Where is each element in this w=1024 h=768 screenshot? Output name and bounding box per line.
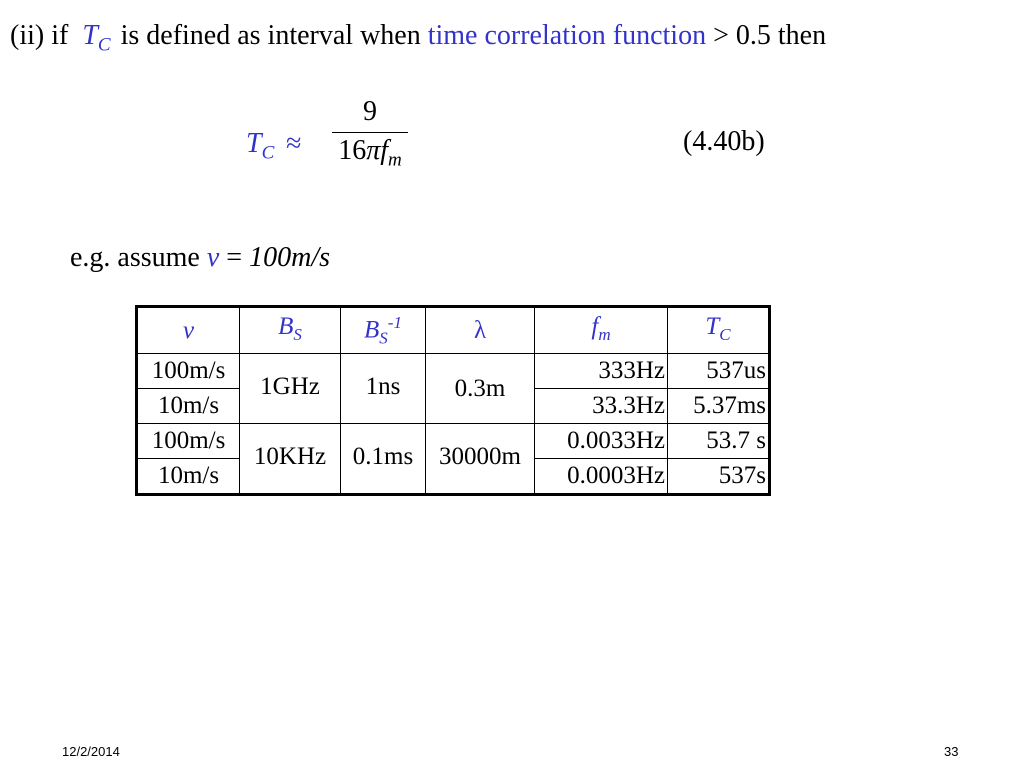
cell-tc: 5.37ms — [668, 389, 770, 424]
header-bsinv-subscript: S — [379, 328, 388, 348]
fraction-numerator: 9 — [363, 96, 377, 127]
example-text: e.g. assume — [70, 242, 200, 273]
header-tc — [668, 307, 770, 354]
header-fm-letter: f — [591, 312, 599, 340]
header-tc-subscript: C — [719, 324, 731, 344]
page-number: 33 — [944, 744, 959, 759]
table-row — [137, 354, 770, 389]
cell-tc: 53.7 s — [668, 424, 770, 459]
condition-line — [10, 20, 826, 57]
cell-fm: 33.3Hz — [535, 389, 668, 424]
tc-subscript: C — [97, 34, 111, 56]
denominator-subscript: m — [388, 149, 402, 171]
cell-tc: 537us — [668, 354, 770, 389]
header-bs-letter: B — [278, 312, 294, 340]
condition-prefix: (ii) if — [10, 20, 69, 51]
cell-bs: 10KHz — [240, 424, 341, 495]
tc-symbol — [82, 20, 111, 56]
denominator-f: f — [380, 135, 389, 166]
cell-tc: 537s — [668, 459, 770, 495]
header-bsinv-superscript: -1 — [387, 313, 402, 332]
cell-v: 100m/s — [137, 354, 240, 389]
header-fm — [535, 307, 668, 354]
header-fm-subscript: m — [598, 324, 611, 344]
equation-lhs-letter: T — [246, 128, 262, 159]
cell-fm: 0.0003Hz — [535, 459, 668, 495]
header-lambda-label: λ — [473, 316, 487, 344]
footer-date: 12/2/2014 — [62, 744, 120, 759]
time-correlation-highlight: time correlation function — [427, 20, 707, 51]
example-value: 100m/s — [249, 242, 330, 273]
fraction — [330, 96, 410, 172]
condition-middle: is defined as interval when — [120, 20, 421, 51]
table-row — [137, 424, 770, 459]
example-line — [70, 242, 330, 274]
fraction-denominator — [330, 133, 410, 172]
header-v — [137, 307, 240, 354]
equation-number: (4.40b) — [683, 126, 765, 157]
table-header-row — [137, 307, 770, 354]
cell-fm: 0.0033Hz — [535, 424, 668, 459]
cell-lambda: 0.3m — [426, 354, 535, 424]
cell-bs-inverse: 0.1ms — [341, 424, 426, 495]
cell-lambda: 30000m — [426, 424, 535, 495]
tc-letter: T — [82, 20, 98, 51]
header-lambda — [426, 307, 535, 354]
cell-bs: 1GHz — [240, 354, 341, 424]
condition-suffix: > 0.5 then — [713, 20, 827, 51]
cell-v: 100m/s — [137, 424, 240, 459]
denominator-pi: π — [366, 135, 381, 166]
header-tc-letter: T — [705, 312, 720, 340]
example-equals: = — [226, 242, 243, 273]
header-bs-subscript: S — [293, 324, 302, 344]
equation-lhs — [246, 128, 274, 165]
example-var: v — [206, 242, 220, 273]
header-bs-inverse — [341, 307, 426, 354]
header-bsinv-letter: B — [364, 316, 380, 344]
cell-fm: 333Hz — [535, 354, 668, 389]
header-v-label: v — [182, 316, 195, 344]
denominator-number: 16 — [338, 135, 367, 166]
header-bs — [240, 307, 341, 354]
equation-lhs-subscript: C — [261, 142, 275, 164]
cell-v: 10m/s — [137, 459, 240, 495]
cell-v: 10m/s — [137, 389, 240, 424]
cell-bs-inverse: 1ns — [341, 354, 426, 424]
approx-symbol: ≈ — [286, 128, 302, 159]
values-table — [135, 305, 771, 496]
